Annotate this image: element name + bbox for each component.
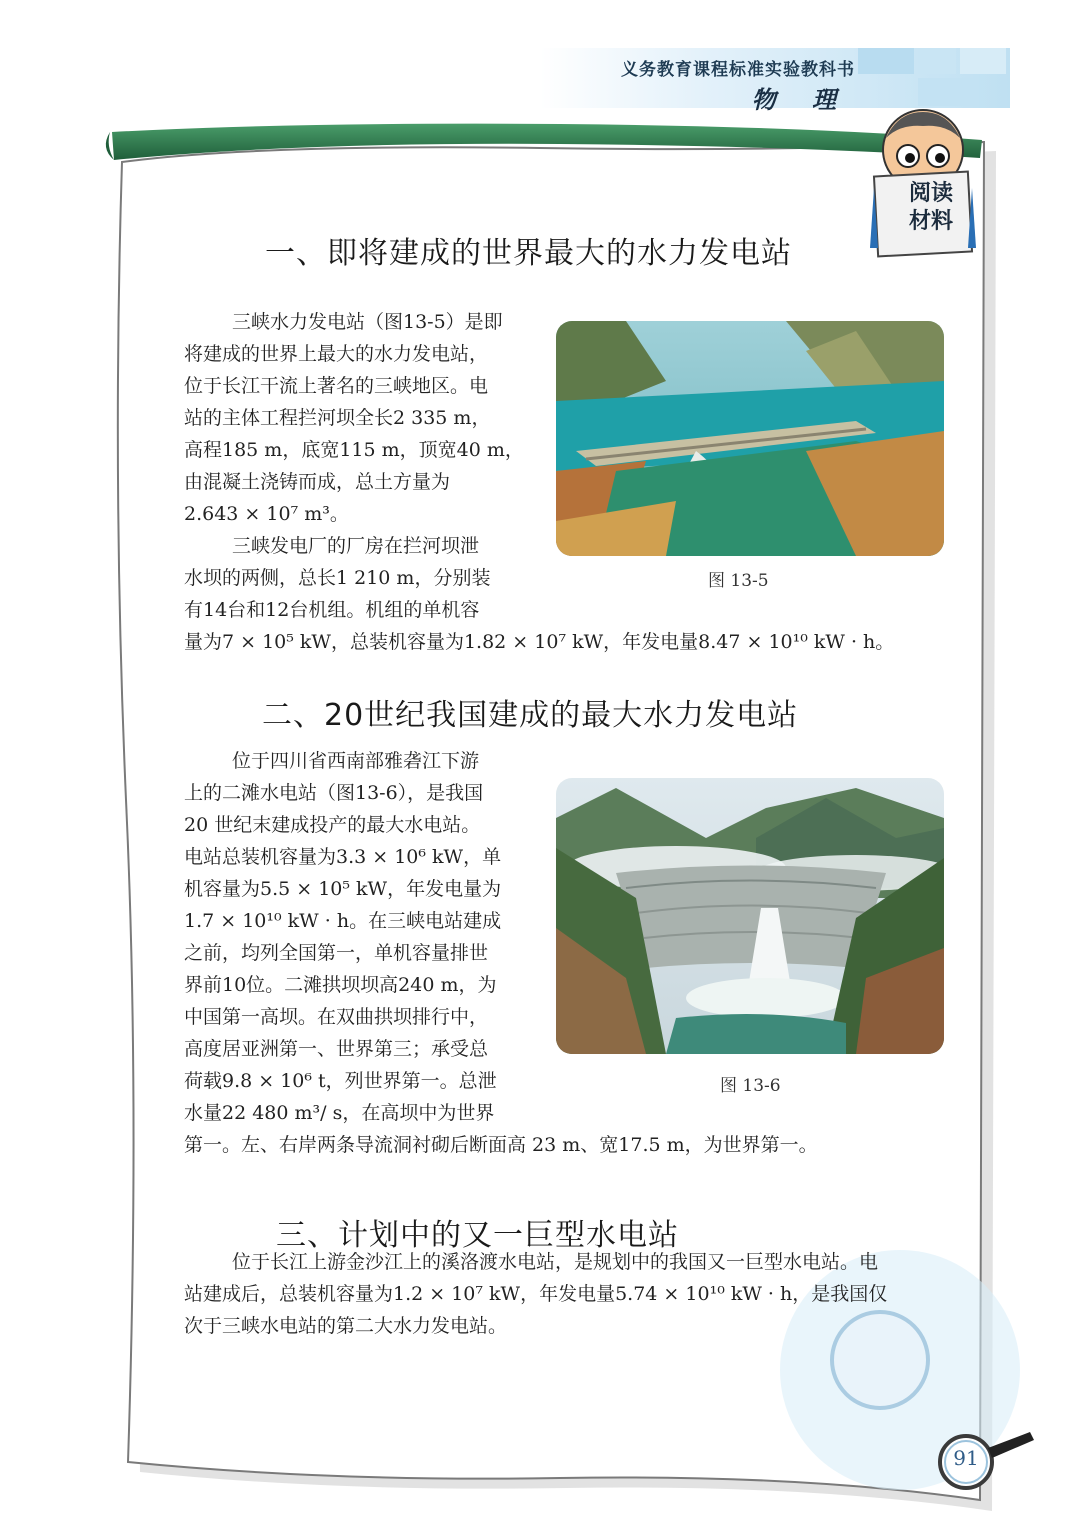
- s2-line-11: 荷载9.8 × 10⁶ t，列世界第一。总泄: [184, 1070, 497, 1092]
- s1-line-9: 水坝的两侧，总长1 210 m，分别装: [184, 567, 491, 589]
- s3-line-3: 次于三峡水电站的第二大水力发电站。: [184, 1315, 508, 1337]
- s1-line-11: 量为7 × 10⁵ kW，总装机容量为1.82 × 10⁷ kW，年发电量8.47 × 10¹⁰ kW · h。: [184, 631, 895, 653]
- s2-line-4: 电站总装机容量为3.3 × 10⁶ kW，单: [184, 846, 502, 868]
- s2-line-13: 第一。左、右岸两条导流洞衬砌后断面高 23 m、宽17.5 m，为世界第一。: [184, 1134, 818, 1156]
- badge-line-2: 材料: [908, 209, 953, 234]
- s2-line-8: 界前10位。二滩拱坝坝高240 m，为: [184, 974, 497, 996]
- s2-line-1: 位于四川省西南部雅砻江下游: [232, 750, 480, 772]
- section-3-heading: 三、计划中的又一巨型水电站: [276, 1218, 679, 1253]
- s1-line-1: 三峡水力发电站（图13-5）是即: [232, 311, 503, 333]
- s1-line-6: 由混凝土浇铸而成，总土方量为: [184, 471, 451, 493]
- s2-line-5: 机容量为5.5 × 10⁵ kW，年发电量为: [184, 878, 502, 900]
- s3-line-2: 站建成后，总装机容量为1.2 × 10⁷ kW，年发电量5.74 × 10¹⁰ kW · h，是我国仅: [184, 1283, 888, 1305]
- s1-line-5: 高程185 m，底宽115 m，顶宽40 m，: [184, 439, 524, 461]
- section-1-body: [184, 306, 529, 626]
- s2-line-10: 高度居亚洲第一、世界第三；承受总: [184, 1038, 489, 1060]
- figure-13-5-caption: 图 13-5: [708, 571, 769, 591]
- s2-line-3: 20 世纪末建成投产的最大水电站。: [184, 814, 481, 836]
- s1-line-10: 有14台和12台机组。机组的单机容: [184, 599, 480, 621]
- section-3-body: [184, 1246, 964, 1342]
- subject-title: 物 理: [751, 85, 850, 114]
- section-2-body: [184, 745, 529, 1129]
- badge-line-1: 阅读: [908, 181, 953, 206]
- s2-line-9: 中国第一高坝。在双曲拱坝排行中，: [184, 1006, 489, 1028]
- s2-line-12: 水量22 480 m³/ s，在高坝中为世界: [184, 1102, 495, 1124]
- s2-line-7: 之前，均列全国第一，单机容量排世: [184, 942, 489, 964]
- section-2-heading: 二、20世纪我国建成的最大水力发电站: [262, 698, 799, 733]
- reading-material-badge: [900, 180, 962, 236]
- s2-line-6: 1.7 × 10¹⁰ kW · h。在三峡电站建成: [184, 910, 502, 932]
- three-gorges-dam-photo: [556, 321, 944, 556]
- s1-line-4: 站的主体工程拦河坝全长2 335 m，: [184, 407, 491, 429]
- figure-13-6-caption: 图 13-6: [720, 1076, 781, 1096]
- s1-line-8: 三峡发电厂的厂房在拦河坝泄: [232, 535, 480, 557]
- series-title: 义务教育课程标准实验教科书: [621, 60, 855, 80]
- ertan-dam-photo: [556, 778, 944, 1054]
- s1-line-7: 2.643 × 10⁷ m³。: [184, 503, 349, 525]
- s1-line-2: 将建成的世界上最大的水力发电站，: [184, 343, 489, 365]
- s3-line-1: 位于长江上游金沙江上的溪洛渡水电站，是规划中的我国又一巨型水电站。电: [232, 1251, 879, 1273]
- section-2-tail: [184, 1129, 964, 1161]
- s2-line-2: 上的二滩水电站（图13-6），是我国: [184, 782, 484, 804]
- s1-line-3: 位于长江干流上著名的三峡地区。电: [184, 375, 489, 397]
- section-1-tail: [184, 626, 964, 658]
- page-number: 91: [953, 1446, 979, 1470]
- section-1-heading: 一、即将建成的世界最大的水力发电站: [265, 236, 792, 271]
